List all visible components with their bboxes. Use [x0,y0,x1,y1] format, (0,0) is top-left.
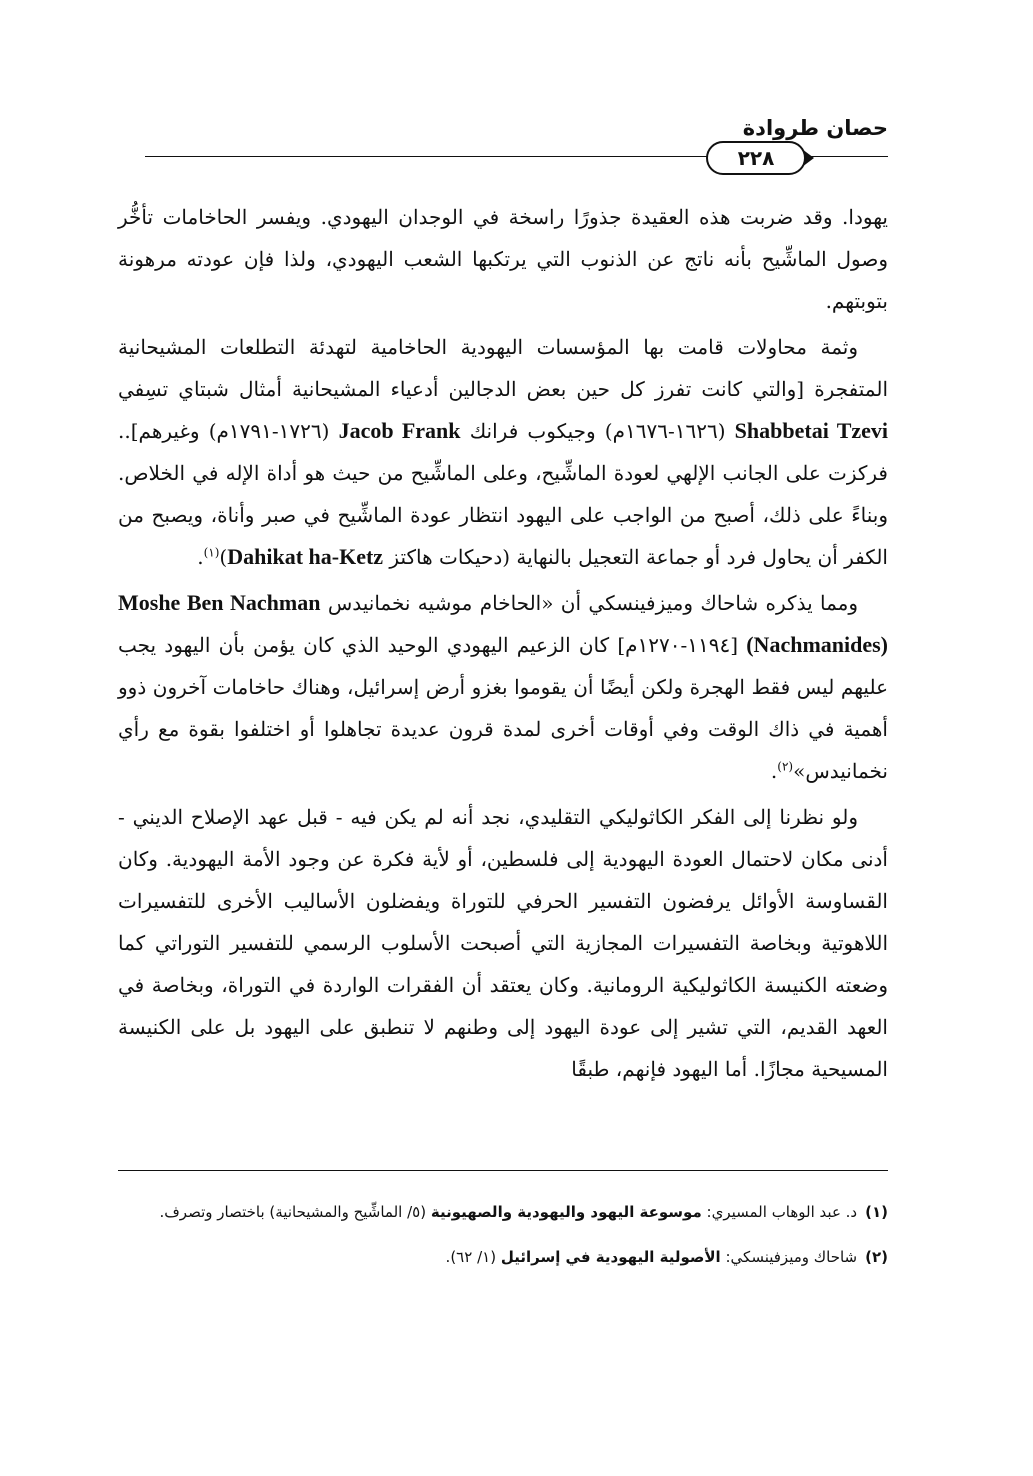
running-header-title: حصان طروادة [742,116,888,140]
footnote-1-number: (١) [865,1203,888,1221]
paragraph-3-end: . [770,759,778,783]
footnote-rule [118,1170,888,1171]
paragraph-2-part-c: (١٧٢٦-١٧٩١م) وغيرهم].. فركزت على الجانب الإلهي لعودة الماشِّيح، وعلى الماشِّيح من حيث هو أداة الإله في الخلاص. وبناءً على ذلك، أصبح من الواجب على اليهود انتظار عودة الماشِّيح في صبر وأناة، ويصبح من الكفر أن يحاول فرد أو جماعة التعجيل بالنهاية (دحيكات هاكتز [118,419,888,569]
latin-term-moshe-ben-nachman: Moshe Ben Nachman [118,590,321,615]
paragraph-3-part-a: ومما يذكره شاحاك وميزفينسكي أن «الحاخام موشيه نخمانيدس [327,591,859,615]
latin-term-dahikat: Dahikat ha-Ketz [227,544,384,569]
footnote-2-title: الأصولية اليهودية في إسرائيل [500,1248,721,1266]
paragraph-2-part-d: ) [219,545,228,569]
paragraph-2-part-a: وثمة محاولات قامت بها المؤسسات اليهودية الحاخامية لتهدئة التطلعات المشيحانية المتفجرة [والتي كانت تفرز كل حين بعض الدجالين أدعياء المشيحانية أمثال شبتاي تسِفي [118,335,888,401]
footnote-2 [118,1241,888,1274]
paragraph-3 [118,582,888,792]
paragraph-3-part-b: [١١٩٤-١٢٧٠م] كان الزعيم اليهودي الوحيد الذي كان يؤمن بأن اليهود يجب عليهم ليس فقط الهجرة ولكن أيضًا أن يقوموا بغزو أرض إسرائيل، وهناك حاخامات آخرون ذوو أهمية في ذاك الوقت وفي أوقات أخرى لمدة قرون عديدة تجاهلوا أو اختلفوا بقوة مع رأي نخمانيدس» [118,633,888,783]
footnote-1-rest: (٥/ الماشِّيح والمشيحانية) باختصار وتصرف. [159,1203,427,1221]
footnote-1-title: موسوعة اليهود واليهودية والصهيونية [430,1203,702,1221]
footnote-2-author: شاحاك وميزفينسكي: [725,1248,858,1266]
latin-term-nachmanides: (Nachmanides) [746,632,889,657]
paragraph-2-end: . [197,545,204,569]
footnote-1 [118,1196,888,1229]
footnotes [118,1196,888,1286]
latin-term-shabbetai: Shabbetai Tzevi [734,418,889,443]
page-number-badge: ٢٢٨ [706,141,806,175]
footnote-1-author: د. عبد الوهاب المسيري: [706,1203,858,1221]
paragraph-2-part-b: (١٦٢٦-١٦٧٦م) وجيكوب فرانك [469,419,726,443]
latin-term-jacob-frank: Jacob Frank [338,418,461,443]
footnote-2-rest: (١/ ٦٢). [445,1248,497,1266]
main-text [118,196,888,1094]
paragraph-2 [118,326,888,578]
footnote-ref-1[interactable]: (١) [203,545,220,560]
paragraph-1: يهودا. وقد ضربت هذه العقيدة جذورًا راسخة في الوجدان اليهودي. ويفسر الحاخامات تأخُّر وصول الماشِّيح بأنه ناتج عن الذنوب التي يرتكبها الشعب اليهودي، ولذا فإن عودته مرهونة بتوبتهم. [118,205,888,313]
footnote-2-number: (٢) [865,1248,888,1266]
footnote-ref-2[interactable]: (٢) [777,759,794,774]
paragraph-4: ولو نظرنا إلى الفكر الكاثوليكي التقليدي، نجد أنه لم يكن فيه - قبل عهد الإصلاح الديني - أدنى مكان لاحتمال العودة اليهودية إلى فلسطين، أو لأية فكرة عن وجود الأمة اليهودية. وكان القساوسة الأوائل يرفضون التفسير الحرفي للتوراة ويفضلون الأساليب الأخرى للتفسيرات اللاهوتية وبخاصة التفسيرات المجازية التي أصبحت الأسلوب الرسمي للتفسير التوراتي كما وضعته الكنيسة الكاثوليكية الرومانية. وكان يعتقد أن الفقرات الواردة في التوراة، وبخاصة في العهد القديم، التي تشير إلى عودة اليهود إلى وطنهم لا تنطبق على اليهود بل على الكنيسة المسيحية مجازًا. أما اليهود فإنهم، طبقًا [118,805,888,1081]
